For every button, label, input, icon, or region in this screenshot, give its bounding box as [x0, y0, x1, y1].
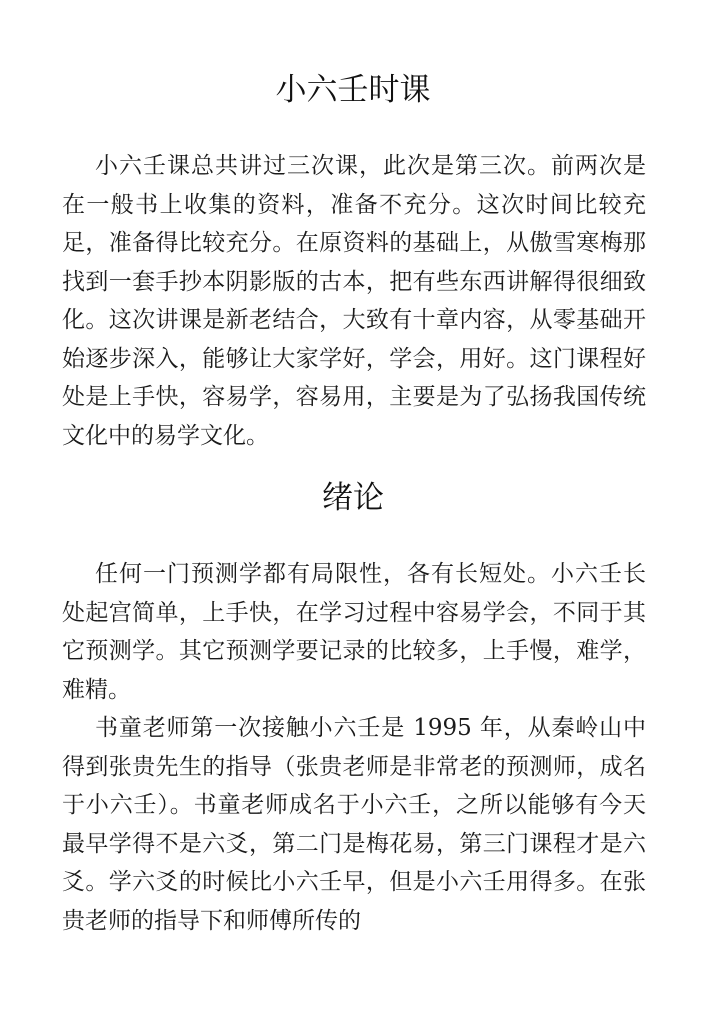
section-paragraph-2: 书童老师第一次接触小六壬是 1995 年，从秦岭山中得到张贵先生的指导（张贵老师是非常老的预测师，成名于小六壬）。书童老师成名于小六壬，之所以能够有今天最早学得不是六爻，第二门是梅花易，第三门课程才是六爻。学六爻的时候比小六壬早，但是小六壬用得多。在张贵老师的指导下和师傅所传的 [62, 715, 646, 934]
section-title: 绪论 [322, 480, 384, 516]
section-paragraph-1: 任何一门预测学都有局限性，各有长短处。小六壬长处起宫简单，上手快，在学习过程中容易学会，不同于其它预测学。其它预测学要记录的比较多，上手慢，难学，难精。 [62, 561, 646, 703]
intro-paragraph: 小六壬课总共讲过三次课，此次是第三次。前两次是在一般书上收集的资料，准备不充分。这次时间比较充足，准备得比较充分。在原资料的基础上，从傲雪寒梅那找到一套手抄本阴影版的古本，把有些东西讲解得很细致化。这次讲课是新老结合，大致有十章内容，从零基础开始逐步深入，能够让大家学好，学会，用好。这门课程好处是上手快，容易学，容易用，主要是为了弘扬我国传统文化中的易学文化。 [62, 153, 646, 449]
page-title: 小六壬时课 [275, 72, 431, 108]
